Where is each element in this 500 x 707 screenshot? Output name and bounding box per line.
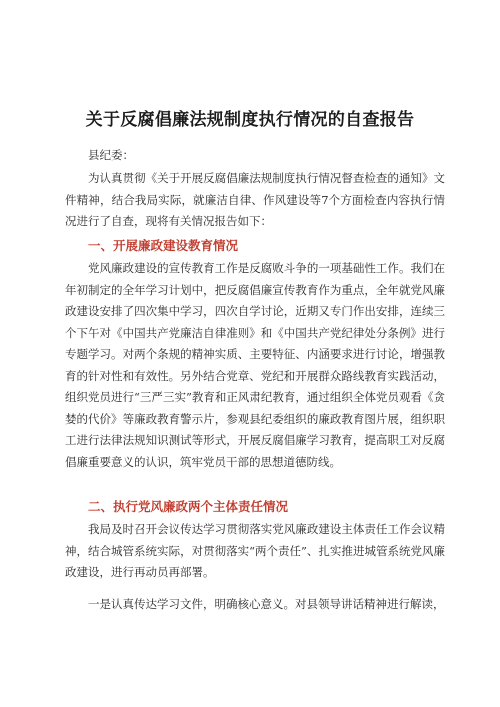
section-heading-1: 一、开展廉政建设教育情况	[88, 238, 239, 253]
section-heading-2: 二、执行党风廉政两个主体责任情况	[88, 499, 289, 514]
intro-paragraph: 为认真贯彻《关于开展反腐倡廉法规制度执行情况督查检查的通知》文件精神，结合我局实际，就廉洁自律、作风建设等7个方面检查内容执行情况进行了自查，现将有关情况报告如下：	[65, 171, 445, 228]
section-1-paragraph: 党风廉政建设的宣传教育工作是反腐败斗争的一项基础性工作。我们在年初制定的全年学习计划中，把反腐倡廉宣传教育作为重点，全年就党风廉政建设安排了四次集中学习，四次自学讨论，近期又专门作出安排，连续三个下午对《中国共产党廉洁自律准则》和《中国共产党纪律处分条例》进行专题学习。对两个条规的精神实质、主要特征、内涵要求进行讨论，增强教育的针对性和有效性。另外结合党章、党纪和开展群众路线教育实践活动，组织党员进行“三严三实”教育和正风肃纪教育，通过组织全体党员观看《贪婪的代价》等廉政教育警示片，参观县纪委组织的廉政教育图片展，组织职工进行法律法规知识测试等形式，开展反腐倡廉学习教育，提高职工对反腐倡廉重要意义的认识，筑牢党员干部的思想道德防线。	[65, 261, 445, 469]
section-2-paragraph: 我局及时召开会议传达学习贯彻落实党风廉政建设主体责任工作会议精神，结合城管系统实际，对贯彻落实“两个责任”、扎实推进城管系统党风廉政建设，进行再动员再部署。	[65, 522, 445, 579]
salutation: 县纪委：	[88, 148, 134, 162]
section-2-point-1: 一是认真传达学习文件，明确核心意义。对县领导讲话精神进行解读，	[88, 597, 445, 611]
document-title: 关于反腐倡廉法规制度执行情况的自查报告	[85, 110, 415, 131]
